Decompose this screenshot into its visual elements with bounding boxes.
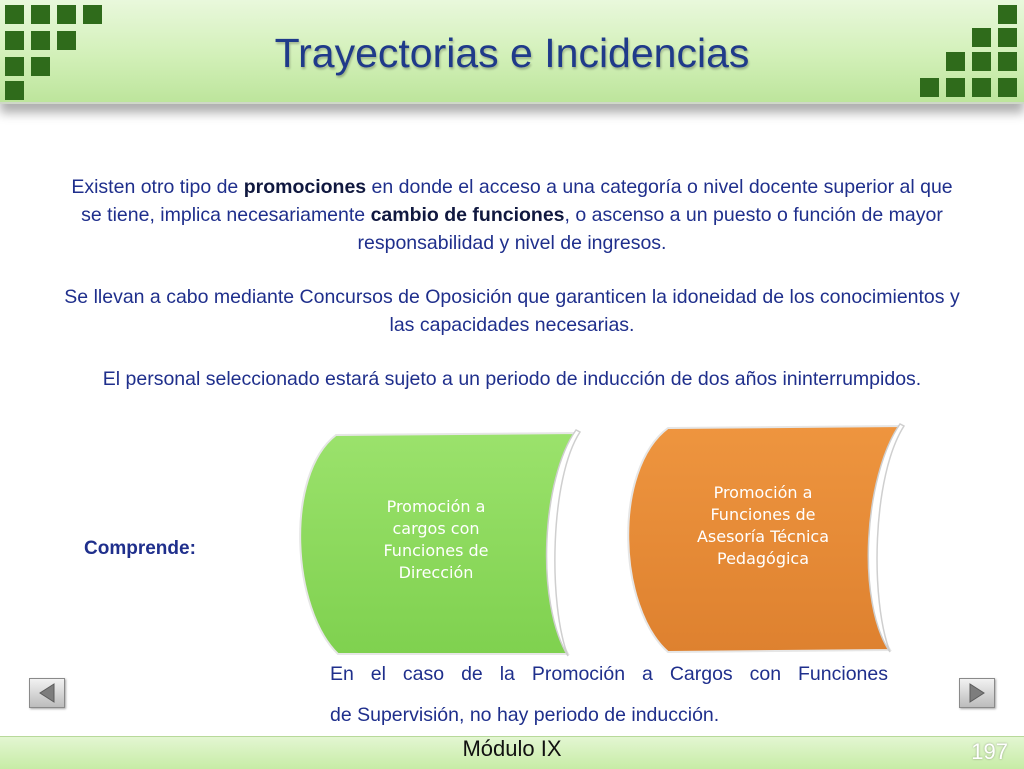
next-slide-icon xyxy=(960,679,994,707)
previous-slide-icon xyxy=(30,679,64,707)
comprende-label: Comprende: xyxy=(84,538,196,559)
page-number: 197 xyxy=(971,739,1008,764)
emphasis-promociones: promociones xyxy=(243,176,367,198)
paragraph-concursos: Se llevan a cabo mediante Concursos de Oposición que garanticen la idoneidad de los conocimientos y las capacidades necesarias. xyxy=(64,286,960,336)
shape-label-asesoria: Promoción a Funciones de Asesoría Técnica Pedagógica xyxy=(696,483,830,568)
supervision-note-line-2: de Supervisión, no hay periodo de inducción. xyxy=(330,704,720,726)
page-title: Trayectorias e Incidencias xyxy=(274,30,750,76)
supervision-note-line-1: En el caso de la Promoción a Cargos con Funciones xyxy=(330,663,888,685)
paragraph-text: Existen otro tipo de xyxy=(71,176,244,198)
module-label: Módulo IX xyxy=(462,736,562,761)
shape-label-direccion: Promoción a cargos con Funciones de Dirección xyxy=(383,497,489,582)
paragraph-induccion: El personal seleccionado estará sujeto a un periodo de inducción de dos años ininterrumpidos. xyxy=(102,368,922,390)
emphasis-cambio-funciones: cambio de funciones xyxy=(370,204,565,226)
paragraph-text: en donde el acceso a una categoría o nivel docente superior al que se tiene, implica necesariamente xyxy=(81,176,953,226)
paragraph-text: , o ascenso a un puesto o función de mayor responsabilidad y nivel de ingresos. xyxy=(357,204,943,254)
next-slide-button[interactable] xyxy=(959,678,995,708)
prev-slide-button[interactable] xyxy=(29,678,65,708)
